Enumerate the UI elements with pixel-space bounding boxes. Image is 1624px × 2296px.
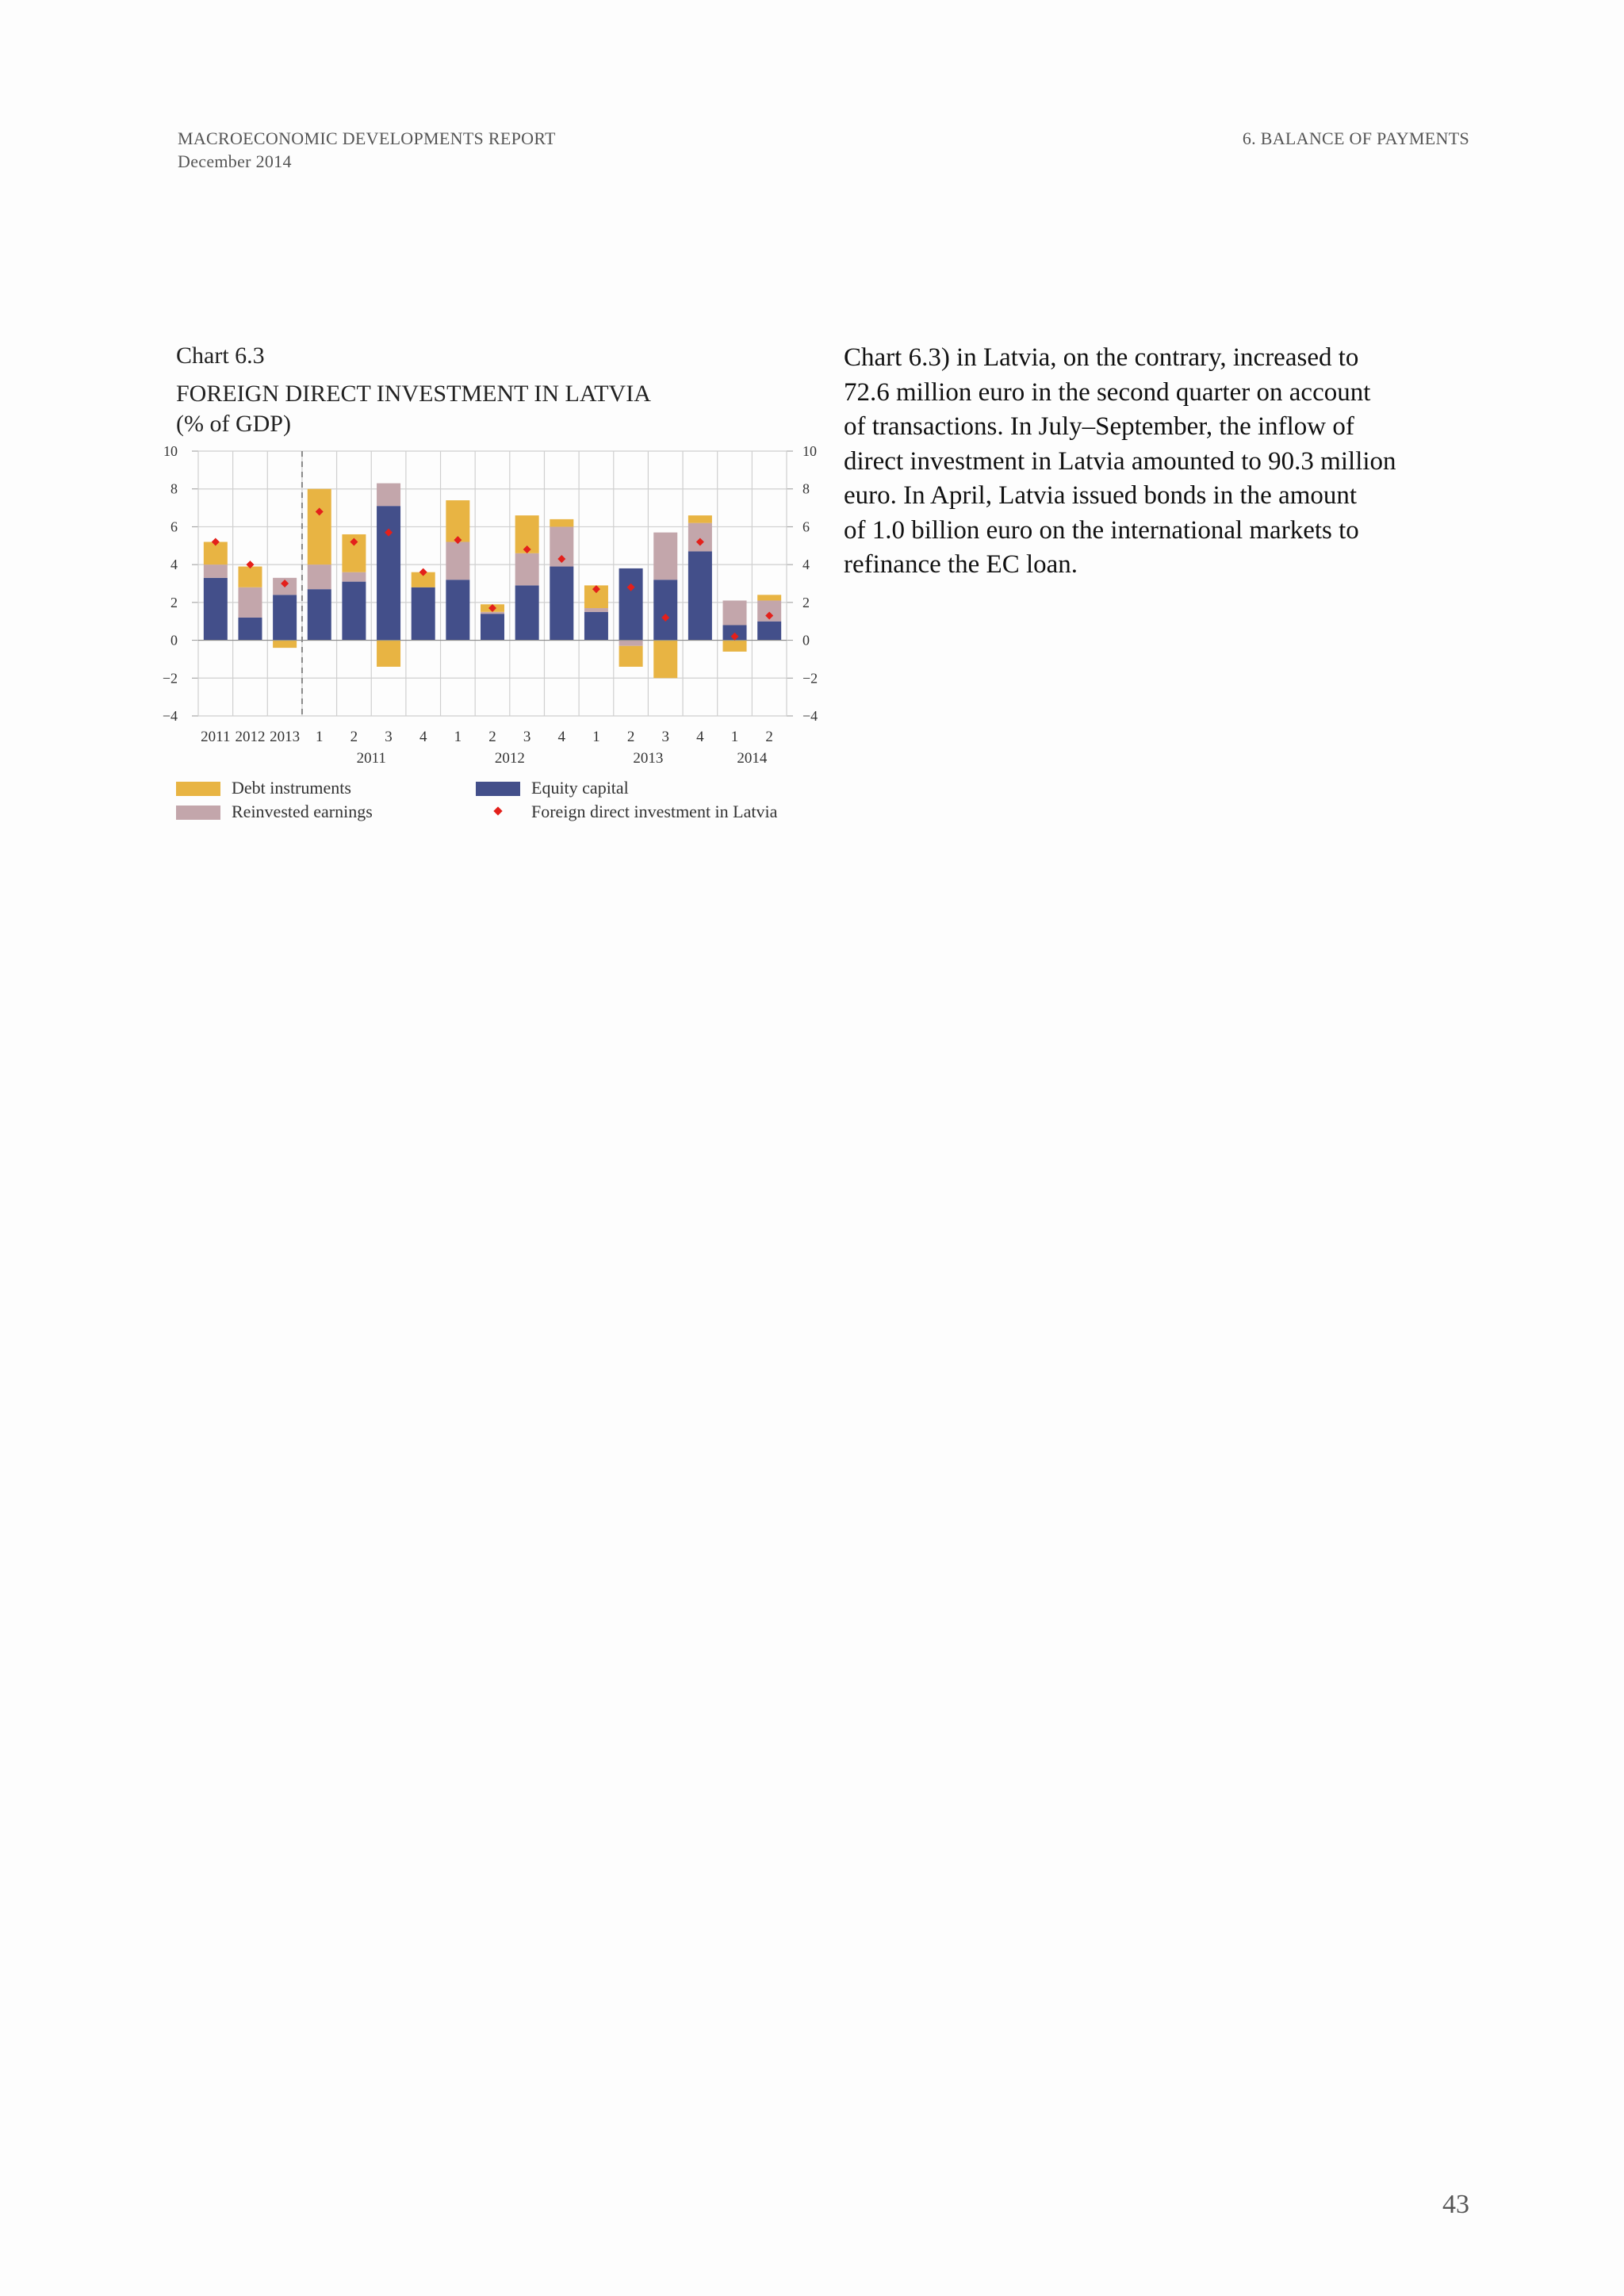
bar-debt	[377, 641, 400, 667]
legend-reinvested-swatch	[176, 806, 220, 820]
x-tick-label: 4	[419, 729, 427, 745]
bar-reinvested	[723, 600, 747, 625]
x-tick-label: 3	[523, 729, 531, 745]
y-tick-label-right: 8	[802, 480, 810, 497]
bar-reinvested	[446, 542, 469, 580]
x-tick-label: 1	[592, 729, 600, 745]
bar-equity	[342, 582, 366, 641]
y-tick-label-left: 6	[170, 519, 178, 535]
x-tick-label: 3	[385, 729, 393, 745]
bar-equity	[273, 595, 297, 640]
bar-reinvested	[204, 564, 228, 578]
bar-equity	[653, 580, 677, 640]
legend-debt-label: Debt instruments	[232, 778, 351, 798]
bar-debt	[653, 641, 677, 679]
legend-equity-label: Equity capital	[531, 778, 629, 798]
report-title: MACROECONOMIC DEVELOPMENTS REPORT	[178, 128, 556, 148]
bar-reinvested	[688, 523, 712, 552]
legend-reinvested-label: Reinvested earnings	[232, 802, 373, 821]
body-line: direct investment in Latvia amounted to 90.3 million	[844, 446, 1396, 476]
y-tick-label-left: 4	[170, 557, 178, 573]
bar-reinvested	[238, 587, 262, 618]
chart-title-main: FOREIGN DIRECT INVESTMENT IN LATVIA	[176, 381, 651, 407]
x-tick-label: 2	[765, 729, 773, 745]
bar-equity	[584, 612, 608, 641]
x-tick-label: 2	[626, 729, 635, 745]
x-year-label: 2012	[494, 750, 525, 767]
bar-debt	[619, 646, 643, 667]
x-year-label: 2014	[737, 750, 768, 767]
bar-equity	[204, 578, 228, 641]
page-number: 43	[1442, 2190, 1469, 2219]
legend-equity-swatch	[476, 782, 520, 796]
y-tick-label-left: 2	[170, 594, 178, 610]
section-title: 6. BALANCE OF PAYMENTS	[1242, 128, 1469, 148]
bar-equity	[377, 506, 400, 640]
body-line: euro. In April, Latvia issued bonds in the amount	[844, 481, 1358, 510]
bar-equity	[619, 568, 643, 641]
y-tick-label-left: 8	[170, 480, 178, 497]
bar-reinvested	[584, 608, 608, 612]
bar-reinvested	[515, 553, 539, 586]
bar-debt	[308, 489, 331, 564]
bar-equity	[550, 567, 573, 641]
bar-equity	[515, 585, 539, 640]
bar-reinvested	[653, 533, 677, 580]
body-text	[844, 341, 1478, 583]
x-tick-label: 4	[557, 729, 566, 745]
bar-equity	[757, 622, 781, 641]
bar-reinvested	[619, 641, 643, 646]
y-tick-label-right: 0	[802, 632, 810, 649]
bar-reinvested	[377, 484, 400, 507]
y-tick-label-right: 4	[802, 557, 810, 573]
y-tick-label-right: 6	[802, 519, 810, 535]
bar-debt	[688, 515, 712, 523]
body-line: 72.6 million euro in the second quarter on account	[844, 377, 1371, 407]
bar-debt	[273, 641, 297, 649]
bar-equity	[412, 587, 435, 641]
body-line: of 1.0 billion euro on the international markets to	[844, 515, 1359, 545]
y-tick-label-right: 10	[802, 443, 817, 459]
legend-fdi-label: Foreign direct investment in Latvia	[531, 802, 778, 821]
y-tick-label-right: −2	[802, 670, 818, 687]
bar-equity	[481, 614, 504, 640]
bar-reinvested	[481, 612, 504, 614]
bar-debt	[723, 641, 747, 652]
x-tick-label: 2011	[201, 729, 231, 745]
x-tick-label: 2012	[235, 729, 266, 745]
report-date: December 2014	[178, 151, 292, 171]
legend-debt-swatch	[176, 782, 220, 796]
x-tick-label: 1	[730, 729, 739, 745]
x-tick-label: 2	[488, 729, 496, 745]
y-tick-label-left: −2	[162, 670, 178, 687]
x-tick-label: 2	[350, 729, 358, 745]
bar-equity	[688, 551, 712, 640]
y-tick-label-right: −4	[802, 708, 818, 724]
bar-reinvested	[342, 572, 366, 582]
bar-equity	[238, 618, 262, 641]
x-tick-label: 1	[316, 729, 324, 745]
bar-debt	[550, 519, 573, 527]
x-tick-label: 1	[454, 729, 462, 745]
x-tick-label: 4	[696, 729, 704, 745]
bar-debt	[446, 500, 469, 541]
x-year-label: 2011	[356, 750, 386, 767]
bar-debt	[238, 567, 262, 587]
bar-equity	[446, 580, 469, 640]
chart-label: Chart 6.3	[176, 342, 265, 369]
x-tick-label: 3	[661, 729, 669, 745]
chart-units: (% of GDP)	[176, 411, 291, 437]
y-tick-label-left: −4	[162, 708, 178, 724]
body-line: Chart 6.3) in Latvia, on the contrary, increased to	[844, 343, 1359, 372]
bar-equity	[308, 589, 331, 640]
x-year-label: 2013	[633, 750, 664, 767]
x-tick-label: 2013	[270, 729, 301, 745]
bar-reinvested	[308, 564, 331, 589]
y-tick-label-left: 10	[163, 443, 178, 459]
body-line: of transactions. In July–September, the inflow of	[844, 412, 1354, 441]
bar-debt	[757, 595, 781, 600]
body-line: refinance the EC loan.	[844, 550, 1078, 579]
y-tick-label-left: 0	[170, 632, 178, 649]
y-tick-label-right: 2	[802, 594, 810, 610]
